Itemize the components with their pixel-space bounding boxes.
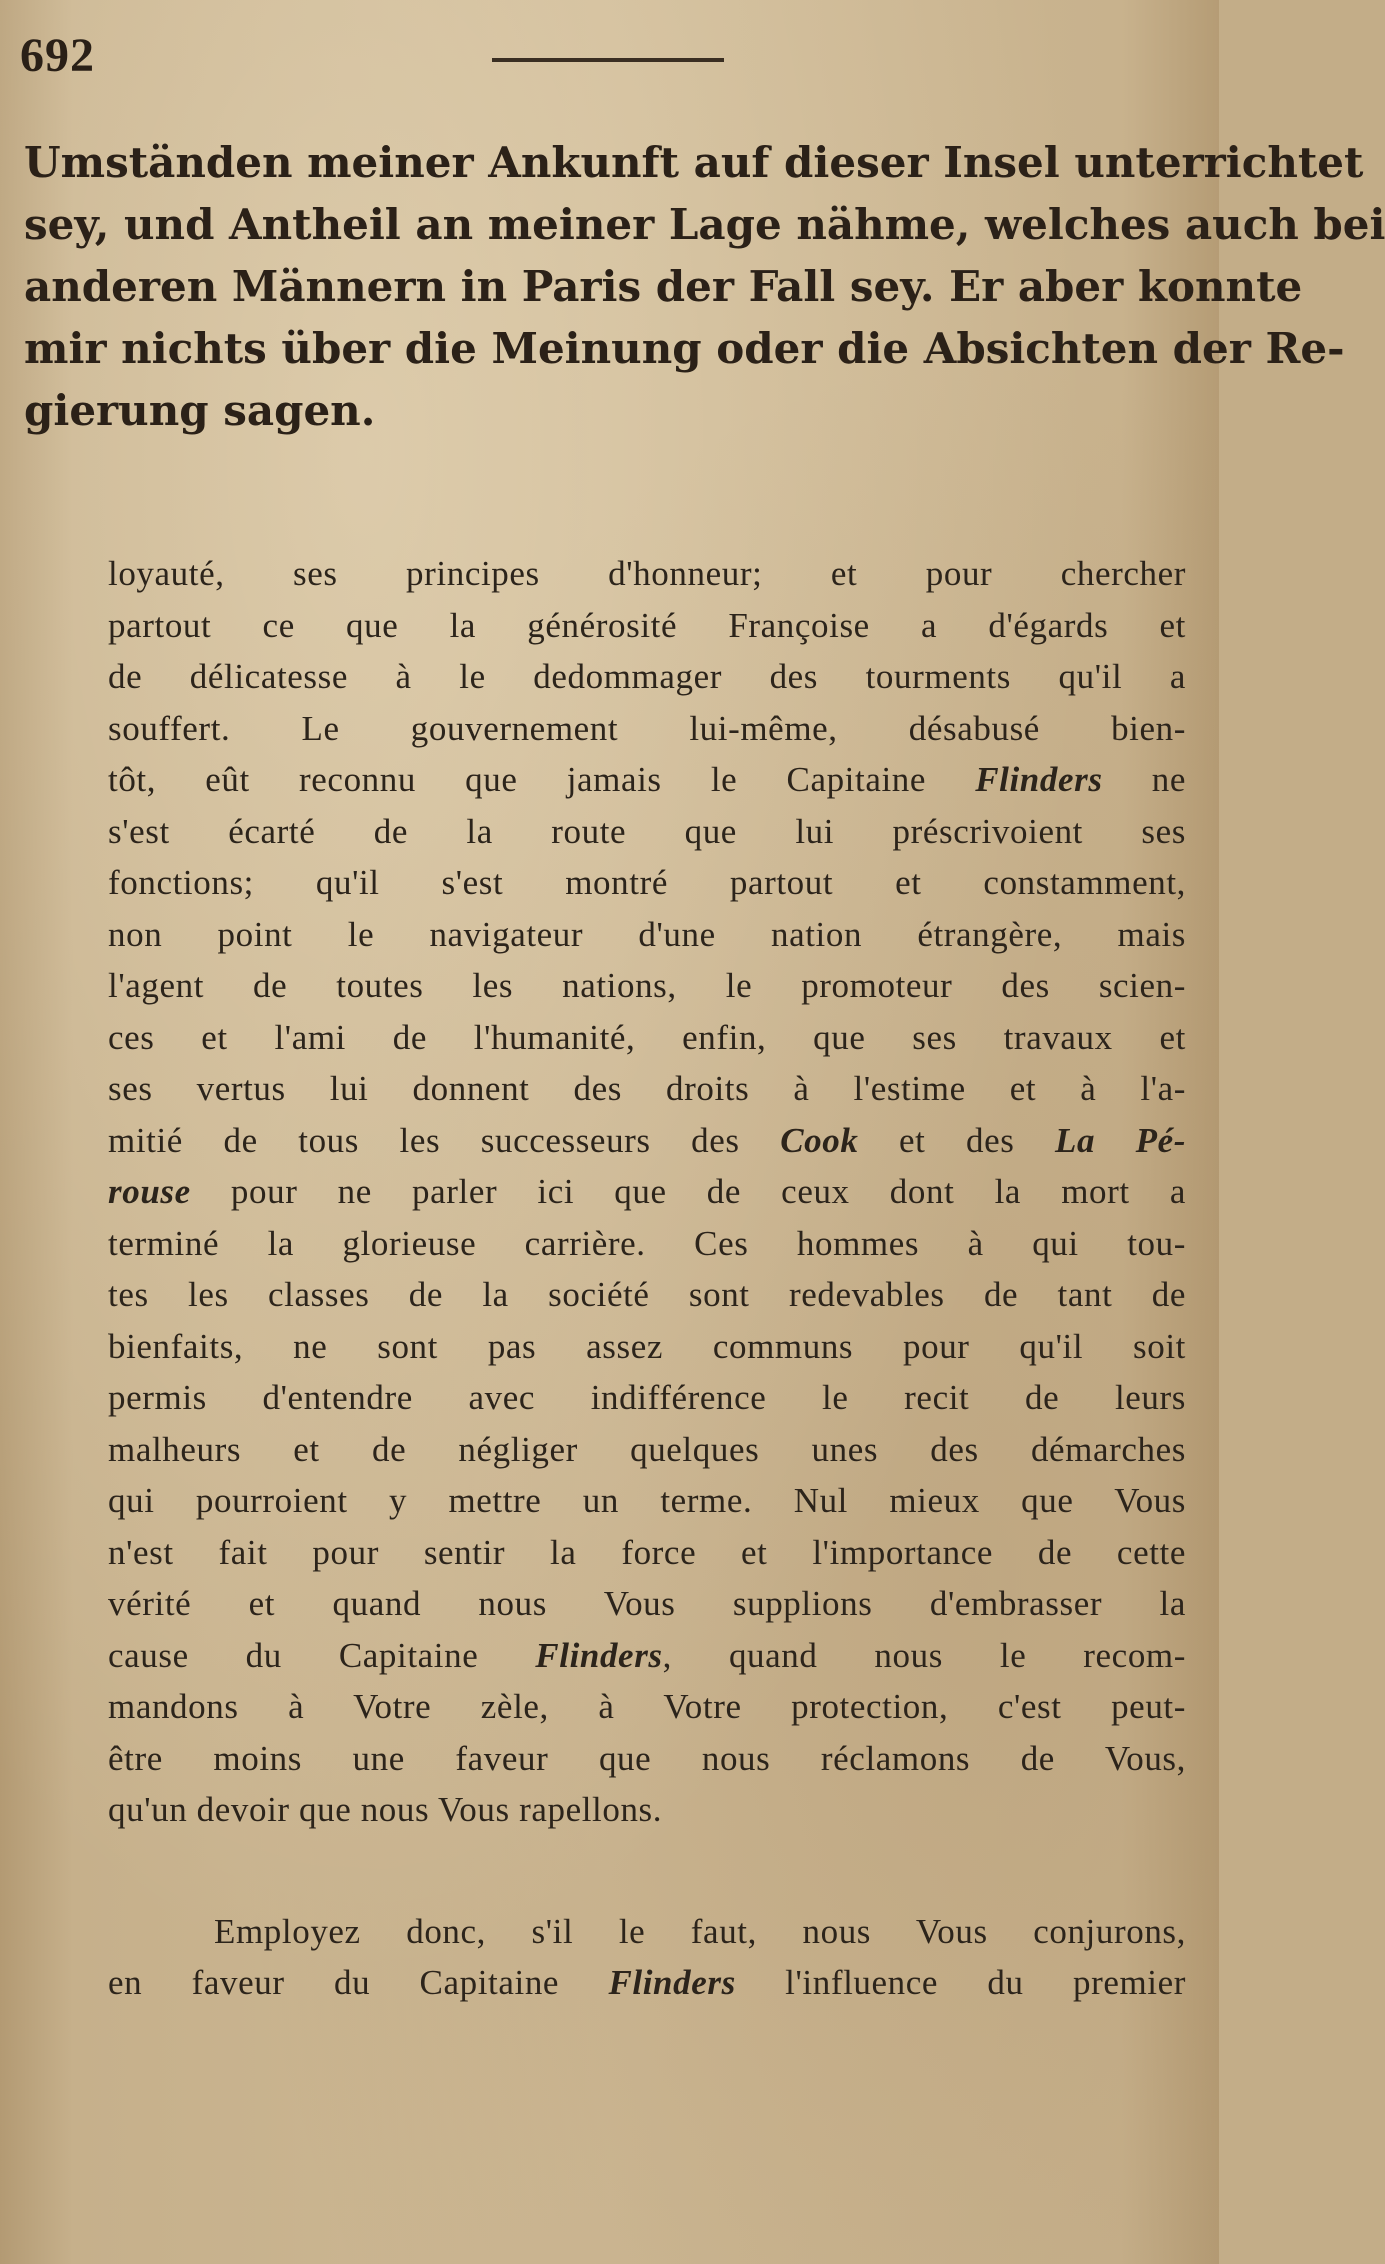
footnote-line <box>108 1012 1186 1064</box>
footnote-line <box>108 651 1186 703</box>
text-segment: qu'un devoir que nous Vous rapellons. <box>108 1790 663 1829</box>
footnote-line <box>108 909 1186 961</box>
italic-name: Flinders <box>535 1635 663 1675</box>
italic-name: La Pé- <box>1054 1120 1186 1160</box>
text-segment: malheurs et de négliger quelques unes des démarches <box>108 1429 1186 1469</box>
header-rule <box>492 58 724 62</box>
page-number: 692 <box>20 29 95 82</box>
text-segment: n'est fait pour sentir la force et l'importance de cette <box>108 1532 1186 1572</box>
italic-name: Flinders <box>608 1963 736 2002</box>
footnote-line <box>108 754 1186 806</box>
text-segment: loyauté, ses principes d'honneur; et pour chercher <box>108 554 1186 593</box>
text-segment: permis d'entendre avec indifférence le recit de leurs <box>108 1378 1186 1417</box>
footnote-line <box>108 960 1186 1012</box>
italic-name: Flinders <box>975 760 1103 799</box>
text-segment: souffert. Le gouvernement lui-même, désabusé bien- <box>108 708 1186 748</box>
footnote-line <box>108 1424 1186 1476</box>
german-paragraph <box>24 132 1385 442</box>
footnote-line <box>108 1218 1186 1270</box>
text-segment: qui pourroient y mettre un terme. Nul mieux que Vous <box>108 1481 1186 1520</box>
text-segment: cause du Capitaine <box>108 1635 536 1675</box>
german-line: mir nichts über die Meinung oder die Absichten der Re- <box>24 324 1345 373</box>
text-segment: tes les classes de la société sont redevables de tant de <box>108 1275 1186 1314</box>
footnote-line <box>108 1578 1186 1630</box>
italic-name: rouse <box>108 1172 191 1211</box>
german-line: Umständen meiner Ankunft auf dieser Insel unterrichtet <box>24 138 1364 187</box>
text-segment: ces et l'ami de l'humanité, enfin, que ses travaux et <box>108 1017 1186 1057</box>
text-segment: et des <box>858 1120 1055 1160</box>
footnote-line <box>108 600 1186 652</box>
text-segment: , quand nous le recom- <box>662 1635 1187 1675</box>
text-segment: être moins une faveur que nous réclamons de Vous, <box>108 1738 1186 1778</box>
text-segment: ses vertus lui donnent des droits à l'estime et à l'a- <box>108 1069 1186 1108</box>
footnote-line <box>108 1906 1186 1958</box>
footnote-line <box>108 1630 1186 1682</box>
footnote-line <box>108 1784 1186 1836</box>
footnote-line <box>108 1475 1186 1527</box>
text-segment: non point le navigateur d'une nation étrangère, mais <box>108 914 1186 954</box>
footnote-line <box>108 1269 1186 1321</box>
text-segment: tôt, eût reconnu que jamais le Capitaine <box>108 760 976 799</box>
footnote-line <box>108 1166 1186 1218</box>
footnote-line <box>108 1527 1186 1579</box>
text-segment: s'est écarté de la route que lui préscrivoient ses <box>108 811 1186 851</box>
text-segment: mandons à Votre zèle, à Votre protection, c'est peut- <box>108 1687 1186 1726</box>
text-segment: terminé la glorieuse carrière. Ces hommes à qui tou- <box>108 1223 1186 1263</box>
italic-name: Cook <box>780 1120 859 1160</box>
german-line: gierung sagen. <box>24 386 376 435</box>
footnote-line <box>108 548 1186 600</box>
text-segment: partout ce que la générosité Françoise a d'égards et <box>108 605 1186 645</box>
french-footnote <box>108 548 1186 2009</box>
footnote-line <box>108 1733 1186 1785</box>
text-segment: l'agent de toutes les nations, le promoteur des scien- <box>108 966 1186 1005</box>
text-segment: mitié de tous les successeurs des <box>108 1120 781 1160</box>
footnote-line <box>108 1681 1186 1733</box>
footnote-line <box>108 703 1186 755</box>
footnote-line <box>108 806 1186 858</box>
footnote-line <box>108 1321 1186 1373</box>
footnote-line <box>108 1063 1186 1115</box>
german-line: sey, und Antheil an meiner Lage nähme, welches auch bei <box>24 200 1385 249</box>
text-segment: de délicatesse à le dedommager des tourments qu'il a <box>108 657 1186 696</box>
text-segment: Employez donc, s'il le faut, nous Vous conjurons, <box>214 1911 1186 1951</box>
footnote-line <box>108 857 1186 909</box>
text-segment: l'influence du premier <box>735 1963 1186 2002</box>
text-segment: vérité et quand nous Vous supplions d'embrasser la <box>108 1584 1186 1623</box>
text-segment: bienfaits, ne sont pas assez communs pour qu'il soit <box>108 1326 1186 1366</box>
footnote-line <box>108 1115 1186 1167</box>
text-segment: en faveur du Capitaine <box>108 1963 609 2002</box>
footnote-line <box>108 1957 1186 2009</box>
german-line: anderen Männern in Paris der Fall sey. Er aber konnte <box>24 262 1303 311</box>
text-segment: ne <box>1102 760 1186 799</box>
footnote-line <box>108 1372 1186 1424</box>
text-segment: pour ne parler ici que de ceux dont la mort a <box>190 1172 1186 1211</box>
text-segment: fonctions; qu'il s'est montré partout et constamment, <box>108 863 1186 902</box>
